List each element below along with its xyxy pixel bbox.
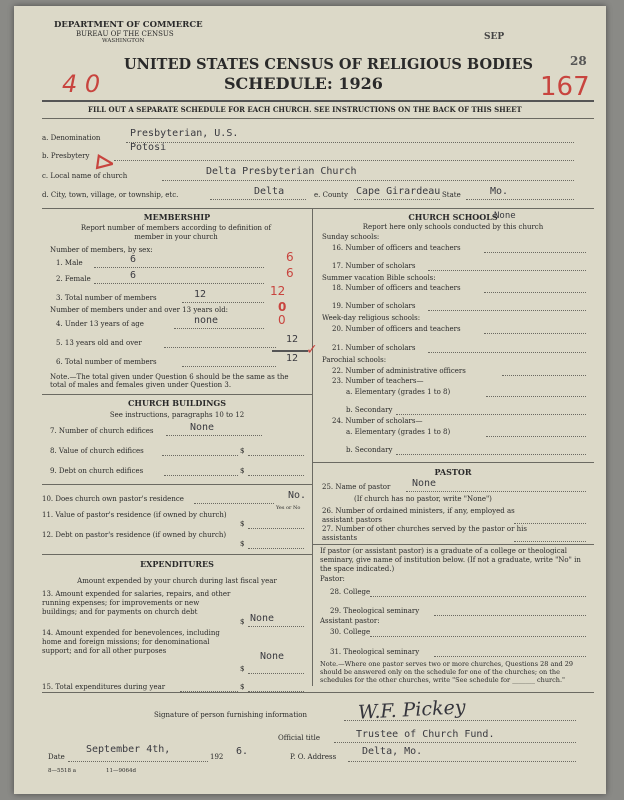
q24a-label: a. Elementary (grades 1 to 8)	[346, 428, 451, 436]
q21-label: 21. Number of scholars	[332, 344, 416, 352]
department-label: DEPARTMENT OF COMMERCE	[54, 20, 203, 30]
schools-subheading: Report here only schools conducted by this church	[362, 223, 544, 231]
over-13-value[interactable]: 12	[286, 334, 299, 345]
over-13-label: 5. 13 years old and over	[56, 339, 142, 347]
running-expenses-label: 13. Amount expended for salaries, repairs, and other running expenses; for improvements or new buildings; and for payments on church debt	[42, 590, 231, 616]
running-expenses-value[interactable]: None	[250, 613, 275, 624]
denomination-label: a. Denomination	[42, 134, 101, 142]
age-label: Number of members under and over 13 years old:	[50, 306, 229, 314]
total-expenditures-label: 15. Total expenditures during year	[42, 683, 166, 691]
city-field-label: d. City, town, village, or township, etc.	[42, 191, 179, 199]
pastor-name-value[interactable]: None	[412, 478, 437, 489]
edifice-value-label: 8. Value of church edifices	[50, 447, 144, 455]
city-field-value[interactable]: Delta	[254, 186, 285, 197]
total-members-typed[interactable]: 12	[194, 289, 207, 300]
date-value[interactable]: September 4th,	[86, 744, 171, 755]
census-form	[14, 6, 606, 794]
state-value[interactable]: Mo.	[490, 186, 509, 197]
parochial-schools-label: Parochial schools:	[322, 356, 387, 364]
year-value[interactable]: 6.	[236, 746, 249, 757]
q24-label: 24. Number of scholars—	[332, 417, 423, 425]
buildings-subheading: See instructions, paragraphs 10 to 12	[109, 411, 245, 419]
dollar-sign: $	[240, 520, 245, 528]
red-check-mark: ⊳	[92, 146, 118, 180]
under-13-typed[interactable]: none	[194, 315, 219, 326]
female-label: 2. Female	[56, 275, 91, 283]
residence-label: 10. Does church own pastor's residence	[42, 495, 184, 503]
age-pen: 0	[278, 300, 287, 314]
q29-label: 29. Theological seminary	[330, 607, 420, 615]
instruction-banner: FILL OUT A SEPARATE SCHEDULE FOR EACH CHURCH. SEE INSTRUCTIONS ON THE BACK OF THIS SHEET	[88, 105, 522, 114]
pastor-heading: PASTOR	[434, 467, 472, 477]
q19-label: 19. Number of scholars	[332, 302, 416, 310]
local-name-value[interactable]: Delta Presbyterian Church	[206, 166, 357, 177]
male-typed[interactable]: 6	[130, 254, 137, 265]
edifices-label: 7. Number of church edifices	[50, 427, 154, 435]
po-address-label: P. O. Address	[290, 753, 337, 761]
membership-heading: MEMBERSHIP	[143, 212, 211, 222]
handwritten-number-left: 4 0	[62, 70, 101, 98]
presbytery-value[interactable]: Potosi	[130, 142, 167, 153]
q26-label: 26. Number of ordained ministers, if any, employed as assistant pastors	[322, 507, 515, 524]
membership-note: Note.—The total given under Question 6 should be the same as the total of males and females given under Question 3.	[50, 373, 289, 389]
assistant-sub-label: Assistant pastor:	[320, 617, 380, 625]
signature: W.F. Pickey	[357, 696, 467, 724]
q18-label: 18. Number of officers and teachers	[332, 284, 461, 292]
q28-label: 28. College	[330, 588, 371, 596]
total-members-pen: 12	[270, 284, 286, 298]
pastor-name-note: (If church has no pastor, write "None")	[354, 495, 492, 503]
summer-schools-label: Summer vacation Bible schools:	[322, 274, 436, 282]
under-13-label: 4. Under 13 years of age	[56, 320, 144, 328]
weekday-schools-label: Week-day religious schools:	[322, 314, 421, 322]
red-tick-mark: ✓	[306, 342, 318, 358]
pastor-note: Note.—Where one pastor serves two or more churches, Questions 28 and 29 should be answered only on the schedule for one of the churches; on the schedules for the other churches, write "See schedule for _______ church."	[320, 660, 574, 684]
signature-label: Signature of person furnishing information	[154, 711, 308, 719]
county-label: e. County	[314, 191, 348, 199]
received-stamp-code: 28	[570, 54, 587, 68]
edifices-value[interactable]: None	[190, 422, 215, 433]
dollar-sign: $	[240, 683, 245, 691]
male-label: 1. Male	[56, 259, 83, 267]
denomination-value[interactable]: Presbyterian, U.S.	[130, 128, 239, 139]
yes-no-hint: Yes or No	[276, 505, 301, 511]
residence-debt-label: 12. Debt on pastor's residence (if owned by church)	[42, 531, 227, 539]
bureau-label: BUREAU OF THE CENSUS	[76, 30, 174, 38]
q30-label: 30. College	[330, 628, 371, 636]
dollar-sign: $	[240, 447, 245, 455]
dollar-sign: $	[240, 665, 245, 673]
graduate-note: If pastor (or assistant pastor) is a graduate of a college or theological seminary, give name of institution below. (If not a graduate, write "No" in the space indicated.)	[320, 547, 581, 573]
q24b-label: b. Secondary	[346, 446, 393, 454]
state-label: State	[442, 191, 461, 199]
form-title: UNITED STATES CENSUS OF RELIGIOUS BODIES	[124, 56, 533, 73]
official-title-value[interactable]: Trustee of Church Fund.	[356, 729, 495, 740]
pastor-name-label: 25. Name of pastor	[322, 483, 391, 491]
schedule-title: SCHEDULE: 1926	[224, 74, 383, 93]
female-pen: 6	[286, 266, 294, 280]
buildings-heading: CHURCH BUILDINGS	[128, 398, 226, 408]
q17-label: 17. Number of scholars	[332, 262, 416, 270]
expenditures-heading: EXPENDITURES	[140, 559, 214, 569]
q20-label: 20. Number of officers and teachers	[332, 325, 461, 333]
q22-label: 22. Number of administrative officers	[332, 367, 466, 375]
date-label: Date	[48, 753, 65, 761]
form-code: 8—5518 a	[48, 768, 77, 774]
year-prefix: 192	[210, 753, 224, 761]
received-stamp-month: SEP	[484, 32, 505, 42]
local-name-label: c. Local name of church	[42, 172, 128, 180]
q31-label: 31. Theological seminary	[330, 648, 420, 656]
under-13-pen: 0	[278, 313, 286, 327]
by-sex-label: Number of members, by sex:	[50, 246, 153, 254]
membership-subheading: Report number of members according to definition of member in your church	[80, 224, 272, 241]
residence-value[interactable]: No.	[288, 490, 307, 501]
q27-label: 27. Number of other churches served by the pastor or his assistants	[322, 525, 527, 542]
schools-heading: CHURCH SCHOOLS	[408, 212, 498, 222]
total-members-label: 3. Total number of members	[56, 294, 157, 302]
handwritten-number-right: 167	[540, 72, 590, 102]
pastor-sub-label: Pastor:	[320, 575, 345, 583]
total-members-6-value[interactable]: 12	[286, 353, 299, 364]
q23a-label: a. Elementary (grades 1 to 8)	[346, 388, 451, 396]
edifice-debt-label: 9. Debt on church edifices	[50, 467, 144, 475]
sunday-schools-label: Sunday schools:	[322, 233, 380, 241]
county-value[interactable]: Cape Girardeau	[356, 186, 441, 197]
q23b-label: b. Secondary	[346, 406, 393, 414]
official-title-label: Official title	[278, 734, 320, 742]
dollar-sign: $	[240, 618, 245, 626]
expenditures-subheading: Amount expended by your church during last fiscal year	[77, 577, 277, 585]
po-address-value[interactable]: Delta, Mo.	[362, 746, 423, 757]
dollar-sign: $	[240, 540, 245, 548]
presbytery-label: b. Presbytery	[42, 152, 90, 160]
q23-label: 23. Number of teachers—	[332, 377, 424, 385]
benevolences-value[interactable]: None	[260, 651, 285, 662]
dollar-sign: $	[240, 467, 245, 475]
q16-label: 16. Number of officers and teachers	[332, 244, 461, 252]
total-members-6-label: 6. Total number of members	[56, 358, 157, 366]
female-typed[interactable]: 6	[130, 270, 137, 281]
residence-value-label: 11. Value of pastor's residence (if owned by church)	[42, 511, 227, 519]
print-code: 11—9064d	[106, 768, 137, 774]
male-pen: 6	[286, 250, 294, 264]
city-label: WASHINGTON	[102, 38, 145, 44]
benevolences-label: 14. Amount expended for benevolences, including home and foreign missions; for denominational support; and for all other purposes	[42, 629, 220, 655]
schools-typed-none[interactable]: None	[494, 211, 516, 221]
